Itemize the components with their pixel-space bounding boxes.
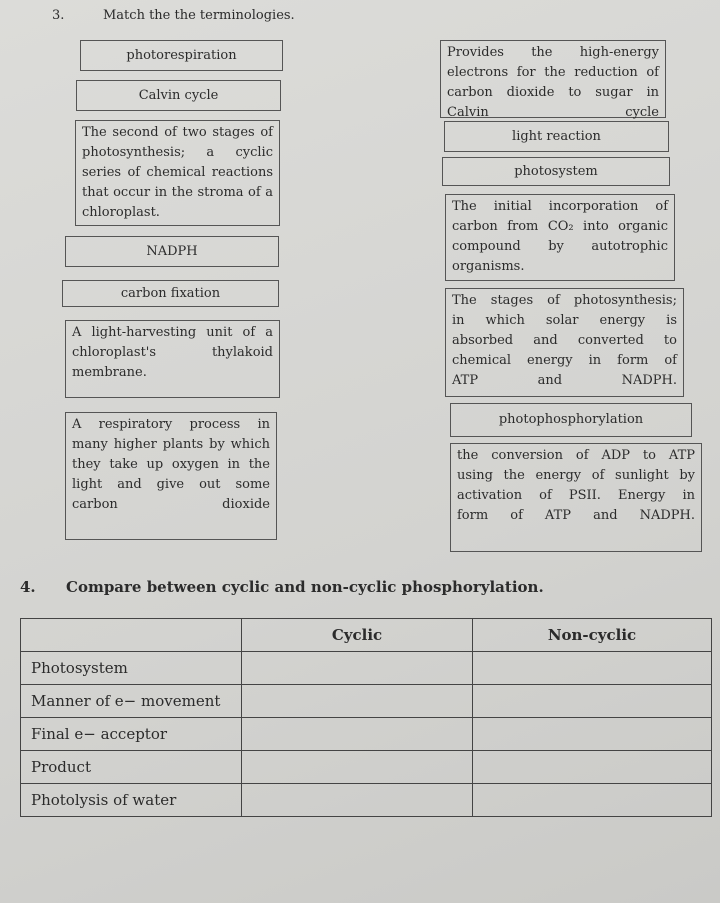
question-4-title: Compare between cyclic and non-cyclic phosphorylation. <box>66 578 544 596</box>
answer-cell[interactable] <box>242 685 473 718</box>
answer-cell[interactable] <box>242 652 473 685</box>
box-text-line: Provides the high-energy <box>447 45 659 60</box>
answer-cell[interactable] <box>473 685 712 718</box>
box-text-line: membrane. <box>72 365 147 380</box>
question-4-number: 4. <box>20 578 36 596</box>
box-text-line: The second of two stages of <box>82 125 273 140</box>
box-text-line: that occur in the stroma of a <box>82 185 273 200</box>
box-text-line: photorespiration <box>126 47 237 63</box>
box-text-line: form of ATP and NADPH. <box>457 508 695 523</box>
box-text-line: photosynthesis; a cyclic <box>82 145 273 160</box>
box-text-line: chloroplast. <box>82 205 160 220</box>
left-match-box[interactable] <box>62 280 279 307</box>
table-header-row <box>21 619 712 652</box>
question-3-title: Match the the terminologies. <box>103 8 295 23</box>
box-text-line: Calvin cycle <box>447 105 659 120</box>
left-match-box[interactable] <box>80 40 283 71</box>
box-text-line: carbon from CO₂ into organic <box>452 219 668 234</box>
row-label: Photolysis of water <box>21 784 242 817</box>
left-match-box[interactable] <box>65 412 277 540</box>
box-text-line: photophosphorylation <box>498 412 644 427</box>
box-text-line: compound by autotrophic <box>452 239 668 254</box>
left-match-box[interactable] <box>75 120 280 226</box>
answer-cell[interactable] <box>473 784 712 817</box>
box-text-line: activation of PSII. Energy in <box>457 488 695 503</box>
right-match-box[interactable] <box>445 194 675 281</box>
row-label: Manner of e− movement <box>21 685 242 718</box>
table-row <box>21 652 712 685</box>
row-label: Photosystem <box>21 652 242 685</box>
box-text-line: NADPH <box>146 243 198 259</box>
comparison-table <box>20 618 712 817</box>
right-match-box[interactable] <box>450 443 702 552</box>
box-text-line: many higher plants by which <box>72 437 270 452</box>
table-row <box>21 685 712 718</box>
box-text-line: carbon fixation <box>120 285 221 301</box>
box-text-line: using the energy of sunlight by <box>457 468 695 483</box>
right-match-box[interactable] <box>442 157 670 186</box>
box-text-line: in which solar energy is <box>452 313 677 328</box>
box-text-line: The stages of photosynthesis; <box>452 293 677 308</box>
header-cell: Non-cyclic <box>473 619 712 652</box>
answer-cell[interactable] <box>473 751 712 784</box>
box-text-line: chloroplast's thylakoid <box>72 345 273 360</box>
box-text-line: Calvin cycle <box>138 87 219 103</box>
row-label: Final e− acceptor <box>21 718 242 751</box>
right-match-box[interactable] <box>450 403 692 437</box>
box-text-line: organisms. <box>452 259 525 274</box>
answer-cell[interactable] <box>473 652 712 685</box>
box-text-line: A respiratory process in <box>72 417 270 432</box>
box-text-line: absorbed and converted to <box>452 333 677 348</box>
box-text-line: light and give out some <box>72 477 270 492</box>
box-text-line: series of chemical reactions <box>82 165 273 180</box>
table-row <box>21 718 712 751</box>
box-text-line: light reaction <box>512 128 601 144</box>
right-match-box[interactable] <box>444 121 669 152</box>
answer-cell[interactable] <box>242 751 473 784</box>
table-row <box>21 784 712 817</box>
box-text-line: chemical energy in form of <box>452 353 677 368</box>
table-row <box>21 751 712 784</box>
box-text-line: The initial incorporation of <box>452 199 668 214</box>
box-text-line: carbon dioxide <box>72 497 270 512</box>
answer-cell[interactable] <box>242 718 473 751</box>
answer-cell[interactable] <box>473 718 712 751</box>
right-match-box[interactable] <box>440 40 666 118</box>
left-match-box[interactable] <box>65 236 279 267</box>
header-cell: Cyclic <box>242 619 473 652</box>
left-match-box[interactable] <box>76 80 281 111</box>
box-text-line: they take up oxygen in the <box>72 457 270 472</box>
box-text-line: electrons for the reduction of <box>447 65 659 80</box>
box-text-line: the conversion of ADP to ATP <box>457 448 695 463</box>
box-text-line: carbon dioxide to sugar in <box>447 85 659 100</box>
header-cell <box>21 619 242 652</box>
box-text-line: A light-harvesting unit of a <box>72 325 273 340</box>
answer-cell[interactable] <box>242 784 473 817</box>
box-text-line: photosystem <box>514 163 598 179</box>
question-3-number: 3. <box>52 8 65 23</box>
left-match-box[interactable] <box>65 320 280 398</box>
row-label: Product <box>21 751 242 784</box>
box-text-line: ATP and NADPH. <box>452 373 677 388</box>
right-match-box[interactable] <box>445 288 684 397</box>
